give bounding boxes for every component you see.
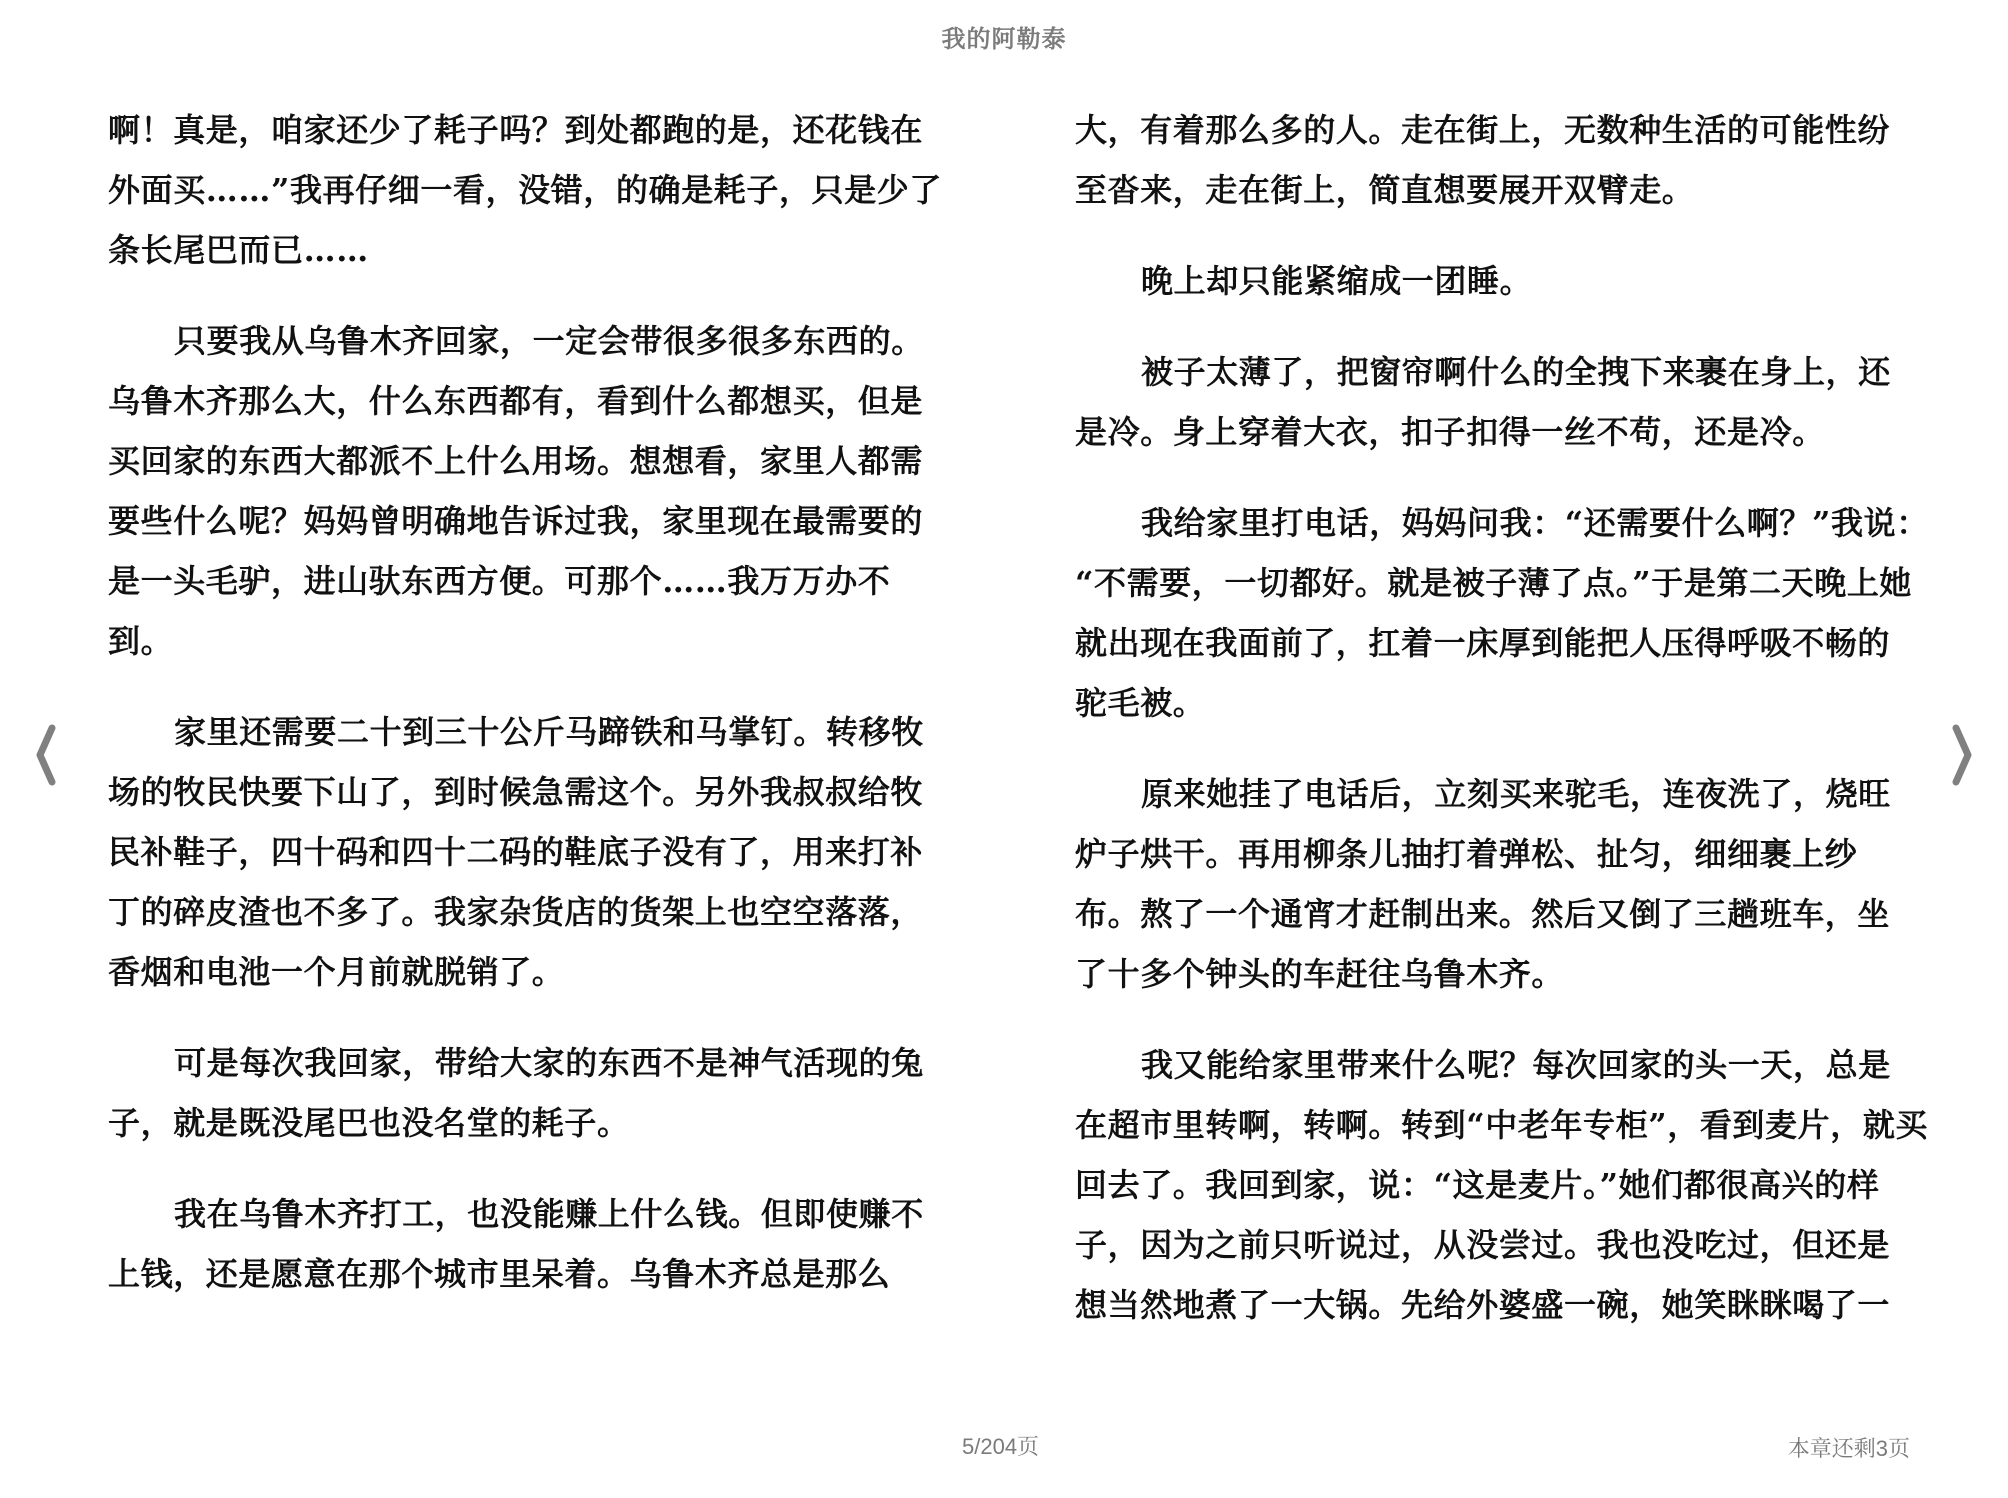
text-line: 回去了。我回到家，说：“这是麦片。”她们都很高兴的样 [1075,1166,1880,1204]
paragraph [1075,493,1929,733]
text-line: 炉子烘干。再用柳条儿抽打着弹松、扯匀，细细裹上纱 [1075,835,1858,873]
paragraph [1075,342,1907,462]
paragraph [108,1184,940,1304]
text-line: 驼毛被。 [1075,684,1206,722]
text-line: 只要我从乌鲁木齐回家，一定会带很多很多东西的。 [174,322,924,360]
paragraph [1075,764,1907,1004]
paragraph [1075,251,1907,311]
text-line: 是冷。身上穿着大衣，扣子扣得一丝不苟，还是冷。 [1075,413,1825,451]
text-line: 买回家的东西大都派不上什么用场。想想看，家里人都需 [108,442,924,480]
text-line: 条长尾巴而已…… [108,231,369,269]
text-line: 家里还需要二十到三十公斤马蹄铁和马掌钉。转移牧 [174,713,924,751]
paragraph [108,1033,940,1153]
text-line: “不需要，一切都好。就是被子薄了点。”于是第二天晚上她 [1075,564,1913,602]
book-title: 我的阿勒泰 [941,25,1067,53]
text-line: 啊！真是，咱家还少了耗子吗？到处都跑的是，还花钱在 [108,111,924,149]
text-line: 可是每次我回家，带给大家的东西不是神气活现的兔 [174,1044,924,1082]
paragraph [108,702,940,1002]
text-line: 是一头毛驴，进山驮东西方便。可那个……我万万办不 [108,562,891,600]
paragraph [1075,1035,1929,1335]
text-line: 要些什么呢？妈妈曾明确地告诉过我，家里现在最需要的 [108,502,924,540]
left-page-column [108,100,943,1335]
text-line: 场的牧民快要下山了，到时候急需这个。另外我叔叔给牧 [108,773,924,811]
text-line: 原来她挂了电话后，立刻买来驼毛，连夜洗了，烧旺 [1141,775,1891,813]
chapter-remaining-pages: 本章还剩3页 [1787,1436,1910,1461]
text-line: 就出现在我面前了，扛着一床厚到能把人压得呼吸不畅的 [1075,624,1891,662]
text-line: 上钱，还是愿意在那个城市里呆着。乌鲁木齐总是那么 [108,1255,891,1293]
text-line: 布。熬了一个通宵才赶制出来。然后又倒了三趟班车，坐 [1075,895,1891,933]
text-line: 大，有着那么多的人。走在街上，无数种生活的可能性纷 [1075,111,1891,149]
next-page-button[interactable] [1942,720,1982,790]
text-line: 民补鞋子，四十码和四十二码的鞋底子没有了，用来打补 [108,833,924,871]
text-line: 外面买……”我再仔细一看，没错，的确是耗子，只是少了 [108,171,943,209]
page-indicator: 5/204页 [962,1434,1040,1459]
text-line: 乌鲁木齐那么大，什么东西都有，看到什么都想买，但是 [108,382,924,420]
right-page-column [1075,100,1929,1366]
text-line: 被子太薄了，把窗帘啊什么的全拽下来裹在身上，还 [1141,353,1891,391]
paragraph [1075,100,1907,220]
text-line: 了十多个钟头的车赶往乌鲁木齐。 [1075,955,1565,993]
text-line: 子，就是既没尾巴也没名堂的耗子。 [108,1104,630,1142]
text-line: 丁的碎皮渣也不多了。我家杂货店的货架上也空空落落， [108,893,924,931]
text-line: 想当然地煮了一大锅。先给外婆盛一碗，她笑眯眯喝了一 [1075,1286,1891,1324]
paragraph [108,311,940,671]
text-line: 晚上却只能紧缩成一团睡。 [1141,262,1533,300]
text-line: 子，因为之前只听说过，从没尝过。我也没吃过，但还是 [1075,1226,1891,1264]
chevron-right-icon [1942,720,1982,790]
text-line: 至沓来，走在街上，简直想要展开双臂走。 [1075,171,1695,209]
text-line: 我在乌鲁木齐打工，也没能赚上什么钱。但即使赚不 [174,1195,924,1233]
text-line: 到。 [108,622,174,660]
text-line: 在超市里转啊，转啊。转到“中老年专柜”，看到麦片，就买 [1075,1106,1929,1144]
chevron-left-icon [26,720,66,790]
text-line: 我又能给家里带来什么呢？每次回家的头一天，总是 [1141,1046,1891,1084]
text-line: 香烟和电池一个月前就脱销了。 [108,953,565,991]
previous-page-button[interactable] [26,720,66,790]
text-line: 我给家里打电话，妈妈问我：“还需要什么啊？”我说： [1141,504,1929,542]
paragraph [108,100,943,280]
